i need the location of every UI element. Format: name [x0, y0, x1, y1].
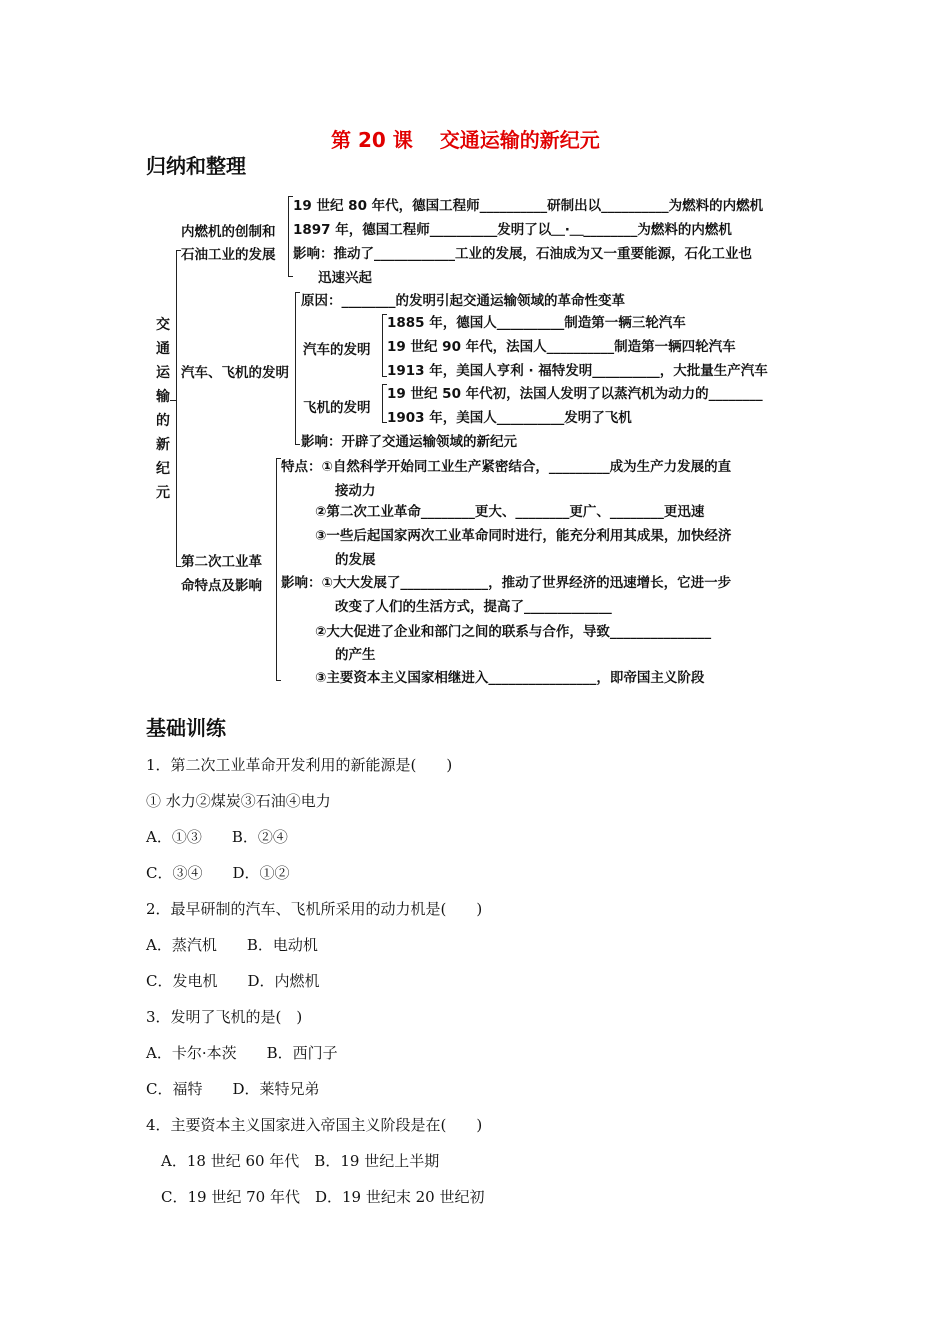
- diagram-line: 的发展: [335, 552, 376, 568]
- branch-engine-label: 石油工业的发展: [181, 247, 276, 263]
- diagram-line: ③主要资本主义国家相继进入________________，即帝国主义阶段: [315, 670, 705, 686]
- root-char: 纪: [156, 461, 170, 477]
- root-brace-tick: [170, 400, 176, 401]
- branch-revolution-brace: [276, 458, 277, 680]
- question-line: A．18 世纪 60 年代 B．19 世纪上半期: [146, 1152, 440, 1170]
- diagram-line: 影响：推动了____________工业的发展，石油成为又一重要能源，石化工业也: [293, 246, 752, 262]
- branch-revolution-label: 第二次工业革: [181, 554, 262, 570]
- root-char: 通: [156, 341, 170, 357]
- diagram-line: 1913 年，美国人亨利 · 福特发明__________，大批量生产汽车: [387, 363, 768, 379]
- question-line: A．蒸汽机 B．电动机: [146, 936, 318, 954]
- question-line: A．卡尔·本茨 B．西门子: [146, 1044, 338, 1062]
- branch-vehicle-label: 汽车、飞机的发明: [181, 365, 289, 381]
- brace-tick: [288, 276, 293, 277]
- diagram-line: 迅速兴起: [318, 270, 372, 286]
- root-char: 元: [156, 485, 170, 501]
- question-line: C．福特 D．莱特兄弟: [146, 1080, 320, 1098]
- page-title: 第 20 课 交通运输的新纪元: [331, 128, 600, 152]
- car-label: 汽车的发明: [303, 342, 371, 358]
- question-line: C．发电机 D．内燃机: [146, 972, 320, 990]
- diagram-line: 特点：①自然科学开始同工业生产紧密结合，_________成为生产力发展的直: [281, 459, 732, 475]
- question-line: 2．最早研制的汽车、飞机所采用的动力机是( ): [146, 900, 483, 918]
- plane-brace: [382, 384, 383, 422]
- diagram-line: ②第二次工业革命________更大、________更广、________更迅速: [315, 504, 705, 520]
- brace-tick: [276, 680, 281, 681]
- plane-label: 飞机的发明: [303, 400, 371, 416]
- diagram-line: 改变了人们的生活方式，提高了_____________: [335, 599, 612, 615]
- diagram-line: ③一些后起国家两次工业革命同时进行，能充分利用其成果，加快经济: [315, 528, 732, 544]
- root-char: 新: [156, 437, 170, 453]
- brace-tick: [295, 444, 300, 445]
- diagram-line: 的产生: [335, 647, 376, 663]
- diagram-line: ②大大促进了企业和部门之间的联系与合作，导致_______________: [315, 624, 712, 640]
- root-char: 运: [156, 365, 170, 381]
- question-line: ① 水力②煤炭③石油④电力: [146, 792, 331, 810]
- diagram-line: 1885 年，德国人__________制造第一辆三轮汽车: [387, 315, 686, 331]
- diagram-line: 19 世纪 50 年代初，法国人发明了以蒸汽机为动力的________: [387, 386, 763, 402]
- diagram-line: 影响：①大大发展了_____________，推动了世界经济的迅速增长，它进一步: [281, 575, 732, 591]
- branch-vehicle-brace: [295, 292, 296, 444]
- diagram-line: 19 世纪 90 年代，法国人__________制造第一辆四轮汽车: [387, 339, 736, 355]
- question-line: C．③④ D．①②: [146, 864, 290, 882]
- question-line: 3．发明了飞机的是( ): [146, 1008, 303, 1026]
- diagram-line: 原因：________的发明引起交通运输领域的革命性变革: [301, 293, 625, 309]
- question-line: A．①③ B．②④: [146, 828, 288, 846]
- diagram-line: 1897 年，德国工程师__________发明了以＿·＿________为燃料的内燃机: [293, 222, 732, 238]
- root-char: 输: [156, 389, 170, 405]
- section-heading-summary: 归纳和整理: [146, 154, 246, 178]
- brace-tick: [295, 292, 300, 293]
- question-line: 1．第二次工业革命开发利用的新能源是( ): [146, 756, 453, 774]
- section-heading-practice: 基础训练: [146, 716, 226, 740]
- diagram-line: 19 世纪 80 年代，德国工程师__________研制出以__________为燃料的内燃机: [293, 198, 764, 214]
- branch-engine-brace: [288, 196, 289, 276]
- root-brace: [176, 250, 177, 566]
- car-brace: [382, 314, 383, 376]
- diagram-line: 接动力: [335, 483, 376, 499]
- root-char: 的: [156, 413, 170, 429]
- question-line: 4．主要资本主义国家进入帝国主义阶段是在( ): [146, 1116, 483, 1134]
- branch-engine-label: 内燃机的创制和: [181, 224, 276, 240]
- root-char: 交: [156, 317, 170, 333]
- diagram-line: 1903 年，美国人__________发明了飞机: [387, 410, 632, 426]
- question-line: C．19 世纪 70 年代 D．19 世纪末 20 世纪初: [146, 1188, 485, 1206]
- branch-revolution-label: 命特点及影响: [181, 578, 262, 594]
- diagram-line: 影响：开辟了交通运输领域的新纪元: [301, 434, 517, 450]
